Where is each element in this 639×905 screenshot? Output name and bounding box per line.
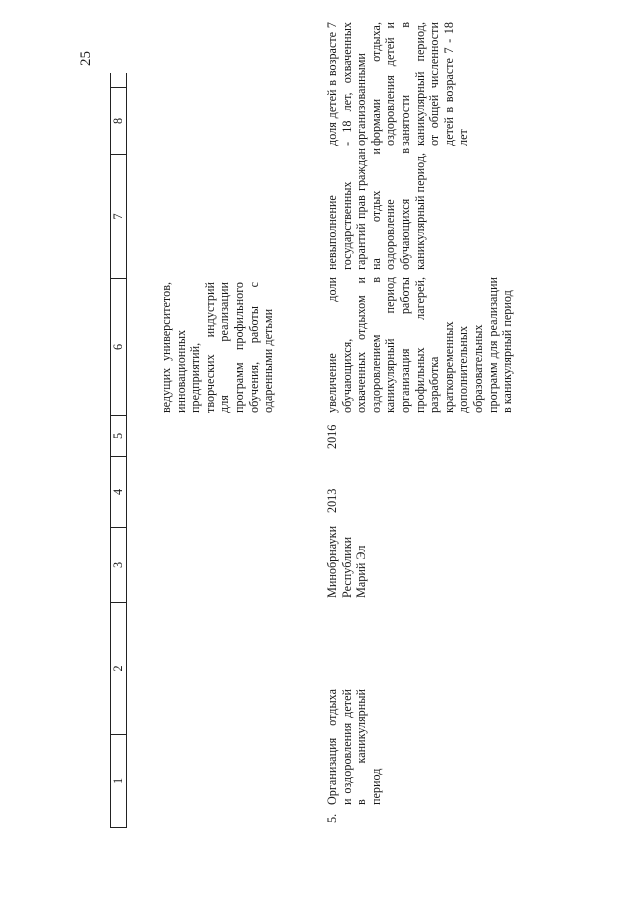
- row5-col3-text: Минобрнауки Республики Марий Эл: [325, 525, 369, 598]
- header-trailing-cell: [111, 72, 126, 88]
- row5-col6-cell: [325, 273, 515, 413]
- header-col-3: 3: [111, 527, 126, 602]
- row5-col7-text: невыполнение государственных гарантий прав граждан на отдых и оздоровление обучающихся в каникулярный период,: [325, 148, 427, 270]
- continuation-text: ведущих университетов, инновационных предприятий, творческих индустрий для реализации программ профильного обучения, работы с одаренными детьми: [159, 282, 276, 413]
- header-col-4: 4: [111, 456, 126, 527]
- row5-col5-cell: [325, 409, 340, 449]
- continuation-cell-col6: [159, 278, 276, 413]
- header-col-6: 6: [111, 278, 126, 415]
- row5-col8-cell: [325, 18, 471, 146]
- row5-number: 5.: [325, 813, 339, 823]
- row5-col2-text: Организация отдыха и оздоровления детей в каникулярный период: [325, 689, 383, 805]
- table-header-row: [110, 73, 127, 828]
- header-col-8: 8: [111, 117, 125, 125]
- row5-col4-text: 2013: [325, 488, 339, 513]
- header-col-5: 5: [111, 415, 126, 456]
- row5-col7-cell: [325, 144, 427, 270]
- row5-col2-cell: [325, 685, 383, 805]
- row5-col3-cell: [325, 526, 369, 598]
- row5-col8-text: доля детей в возрасте 7 - 18 лет, охваченных организованными формами отдыха, оздоровления детей и занятости в каникулярный период, от общей численности детей в возрасте 7 - 18 лет: [325, 22, 471, 146]
- header-col-2: 2: [111, 602, 126, 734]
- table-sheet: [110, 22, 535, 828]
- row5-col6-text: увеличение доли обучающихся, охваченных отдыхом и оздоровлением в каникулярный период организация работы профильных лагерей, разработка кратковременных дополнительных образовательных программ для реализации в каникулярный период: [325, 277, 515, 413]
- page-number: 25: [78, 51, 94, 66]
- row5-col4-cell: [325, 463, 340, 513]
- header-col-1: 1: [111, 734, 126, 828]
- row5-col5-text: 2016: [325, 424, 339, 449]
- header-col-7: 7: [111, 154, 126, 278]
